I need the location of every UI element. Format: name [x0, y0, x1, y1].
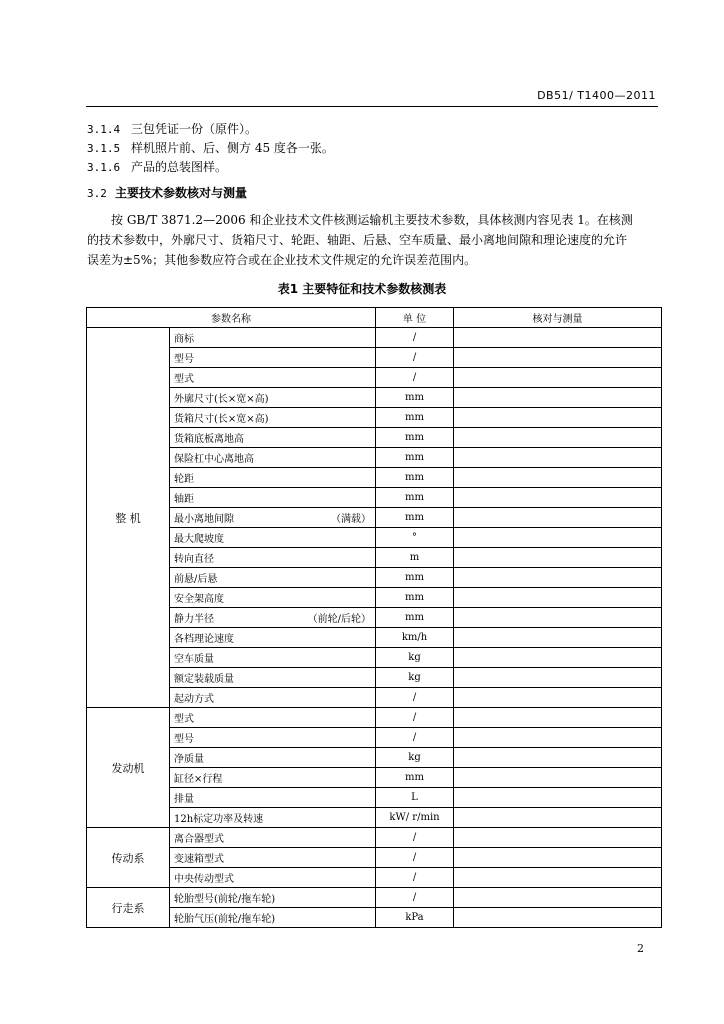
- param-name: 轴距: [170, 488, 376, 508]
- unit-cell: L: [376, 788, 454, 808]
- check-cell: [454, 608, 662, 628]
- unit-cell: /: [376, 868, 454, 888]
- header-param: 参数名称: [87, 308, 376, 328]
- param-name: 型号: [170, 728, 376, 748]
- table-row: [87, 688, 662, 708]
- section-title: 主要技术参数核对与测量: [115, 186, 248, 200]
- param-name: 起动方式: [170, 688, 376, 708]
- check-cell: [454, 588, 662, 608]
- check-cell: [454, 468, 662, 488]
- param-name: 12h标定功率及转速: [170, 808, 376, 828]
- unit-cell: km/h: [376, 628, 454, 648]
- table-row: [87, 668, 662, 688]
- param-name: 排量: [170, 788, 376, 808]
- document-code: DB51/ T1400—2011: [537, 89, 656, 102]
- check-cell: [454, 628, 662, 648]
- table-row: [87, 908, 662, 928]
- unit-cell: kg: [376, 668, 454, 688]
- parameter-table: [86, 307, 662, 928]
- check-cell: [454, 548, 662, 568]
- group-label: 发动机: [87, 708, 170, 828]
- item-text: 三包凭证一份（原件）。: [131, 122, 258, 136]
- unit-cell: /: [376, 708, 454, 728]
- param-cell: [170, 508, 376, 528]
- unit-cell: kPa: [376, 908, 454, 928]
- check-cell: [454, 688, 662, 708]
- table-row: [87, 548, 662, 568]
- param-name: 各档理论速度: [170, 628, 376, 648]
- unit-cell: /: [376, 828, 454, 848]
- unit-cell: mm: [376, 448, 454, 468]
- item-text: 产品的总装图样。: [131, 160, 228, 174]
- unit-cell: mm: [376, 408, 454, 428]
- table-row: [87, 648, 662, 668]
- param-name: 中央传动型式: [170, 868, 376, 888]
- unit-cell: mm: [376, 568, 454, 588]
- param-name: 型式: [170, 368, 376, 388]
- param-name: 轮胎气压(前轮/拖车轮): [170, 908, 376, 928]
- unit-cell: mm: [376, 488, 454, 508]
- table-row: [87, 868, 662, 888]
- unit-cell: mm: [376, 508, 454, 528]
- header-rule: [86, 106, 658, 107]
- table-row: [87, 728, 662, 748]
- item-text: 样机照片前、后、侧方 45 度各一张。: [131, 141, 334, 155]
- table-row: [87, 328, 662, 348]
- check-cell: [454, 828, 662, 848]
- check-cell: [454, 748, 662, 768]
- list-item: [87, 139, 334, 156]
- param-name: 轮胎型号(前轮/拖车轮): [170, 888, 376, 908]
- table-row: [87, 388, 662, 408]
- table-row: [87, 468, 662, 488]
- item-number: 3.1.4: [87, 123, 121, 136]
- check-cell: [454, 508, 662, 528]
- unit-cell: /: [376, 348, 454, 368]
- check-cell: [454, 368, 662, 388]
- table-row: [87, 348, 662, 368]
- header-unit: 单 位: [376, 308, 454, 328]
- list-item: [87, 120, 257, 137]
- table-caption: 表1 主要特征和技术参数核测表: [277, 282, 447, 296]
- table-row: [87, 608, 662, 628]
- param-name: 离合器型式: [170, 828, 376, 848]
- param-name: 转向直径: [170, 548, 376, 568]
- table-row: [87, 888, 662, 908]
- check-cell: [454, 648, 662, 668]
- param-name: 缸径×行程: [170, 768, 376, 788]
- paragraph-line: 按 GB/T 3871.2—2006 和企业技术文件核测运输机主要技术参数，具体核测内容见表 1。在核测: [111, 213, 633, 227]
- param-name: 最大爬坡度: [170, 528, 376, 548]
- table-row: [87, 768, 662, 788]
- param-name: 静力半径: [174, 614, 214, 625]
- table-row: [87, 448, 662, 468]
- unit-cell: mm: [376, 608, 454, 628]
- list-item: [87, 158, 227, 175]
- unit-cell: kW/ r/min: [376, 808, 454, 828]
- table-row: [87, 708, 662, 728]
- unit-cell: mm: [376, 768, 454, 788]
- check-cell: [454, 528, 662, 548]
- check-cell: [454, 388, 662, 408]
- unit-cell: /: [376, 728, 454, 748]
- table-row: [87, 588, 662, 608]
- table-row: [87, 848, 662, 868]
- check-cell: [454, 408, 662, 428]
- unit-cell: kg: [376, 648, 454, 668]
- param-note: （前轮/后轮）: [307, 614, 371, 625]
- check-cell: [454, 328, 662, 348]
- table-row: [87, 568, 662, 588]
- param-name: 商标: [170, 328, 376, 348]
- paragraph-line: 误差为±5%；其他参数应符合或在企业技术文件规定的允许误差范围内。: [87, 253, 477, 267]
- param-name: 最小离地间隙: [174, 514, 234, 525]
- table-row: [87, 628, 662, 648]
- section-number: 3.2: [87, 187, 107, 200]
- check-cell: [454, 488, 662, 508]
- unit-cell: kg: [376, 748, 454, 768]
- param-name: 保险杠中心离地高: [170, 448, 376, 468]
- check-cell: [454, 908, 662, 928]
- param-name: 空车质量: [170, 648, 376, 668]
- table-row: [87, 408, 662, 428]
- table-row: [87, 808, 662, 828]
- unit-cell: /: [376, 848, 454, 868]
- check-cell: [454, 568, 662, 588]
- unit-cell: mm: [376, 468, 454, 488]
- body-paragraph: [87, 210, 657, 270]
- table-row: [87, 508, 662, 528]
- check-cell: [454, 428, 662, 448]
- table-header-row: [87, 308, 662, 328]
- check-cell: [454, 768, 662, 788]
- item-number: 3.1.6: [87, 161, 121, 174]
- group-label: 传动系: [87, 828, 170, 888]
- unit-cell: mm: [376, 428, 454, 448]
- param-note: （满载）: [331, 514, 371, 525]
- table-row: [87, 788, 662, 808]
- check-cell: [454, 708, 662, 728]
- table-row: [87, 488, 662, 508]
- group-label: 整 机: [87, 328, 170, 708]
- unit-cell: mm: [376, 388, 454, 408]
- unit-cell: /: [376, 368, 454, 388]
- check-cell: [454, 848, 662, 868]
- check-cell: [454, 888, 662, 908]
- param-name: 货箱尺寸(长×宽×高): [170, 408, 376, 428]
- table-row: [87, 748, 662, 768]
- param-name: 外廓尺寸(长×宽×高): [170, 388, 376, 408]
- table-row: [87, 828, 662, 848]
- param-name: 净质量: [170, 748, 376, 768]
- page-number: 2: [637, 942, 644, 955]
- param-name: 额定装载质量: [170, 668, 376, 688]
- param-name: 变速箱型式: [170, 848, 376, 868]
- unit-cell: °: [376, 528, 454, 548]
- param-name: 型式: [170, 708, 376, 728]
- table-body: [87, 328, 662, 928]
- table-row: [87, 428, 662, 448]
- check-cell: [454, 668, 662, 688]
- table-row: [87, 368, 662, 388]
- item-number: 3.1.5: [87, 142, 121, 155]
- group-label: 行走系: [87, 888, 170, 928]
- param-name: 型号: [170, 348, 376, 368]
- unit-cell: m: [376, 548, 454, 568]
- table-row: [87, 528, 662, 548]
- check-cell: [454, 868, 662, 888]
- param-name: 货箱底板离地高: [170, 428, 376, 448]
- param-cell: [170, 608, 376, 628]
- check-cell: [454, 448, 662, 468]
- check-cell: [454, 728, 662, 748]
- paragraph-line: 的技术参数中，外廓尺寸、货箱尺寸、轮距、轴距、后悬、空车质量、最小离地间隙和理论速度的允许: [87, 233, 628, 247]
- unit-cell: /: [376, 328, 454, 348]
- param-name: 安全架高度: [170, 588, 376, 608]
- unit-cell: mm: [376, 588, 454, 608]
- unit-cell: /: [376, 688, 454, 708]
- check-cell: [454, 788, 662, 808]
- check-cell: [454, 348, 662, 368]
- param-name: 前悬/后悬: [170, 568, 376, 588]
- check-cell: [454, 808, 662, 828]
- header-check: 核对与测量: [454, 308, 662, 328]
- unit-cell: /: [376, 888, 454, 908]
- param-name: 轮距: [170, 468, 376, 488]
- section-heading: [87, 184, 247, 201]
